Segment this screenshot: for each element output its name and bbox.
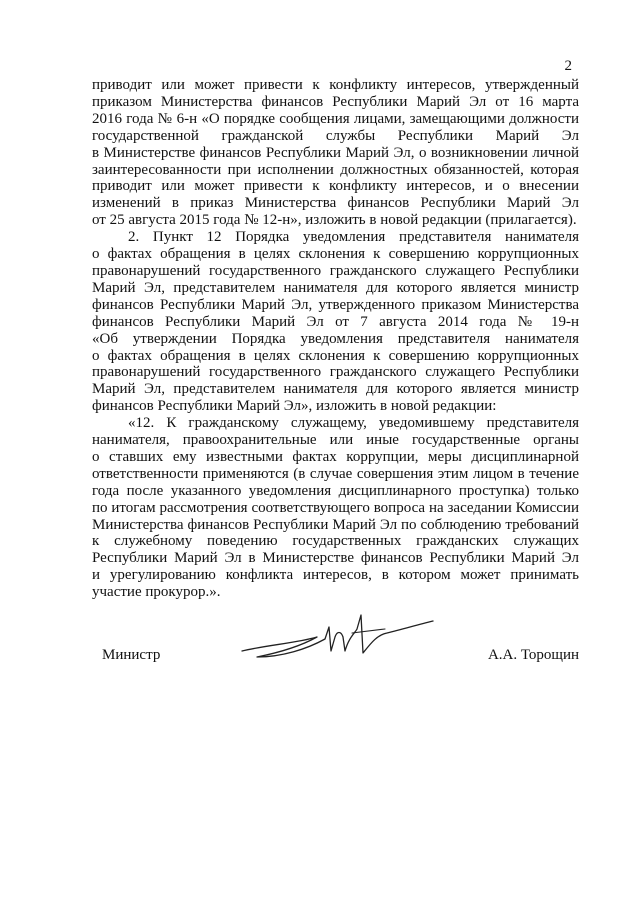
text-line: «Об утверждении Порядка уведомления представителя нанимателя <box>92 330 579 347</box>
paragraph <box>92 229 579 415</box>
text-line: года после указанного уведомления дисциплинарного проступка) только <box>92 482 579 499</box>
text-line: от 25 августа 2015 года № 12-н», изложить в новой редакции (прилагается). <box>92 212 577 229</box>
paragraph <box>92 77 579 229</box>
text-line: Республики Марий Эл в Министерстве финансов Республики Марий Эл <box>92 550 579 567</box>
text-line: Марий Эл, представителем нанимателя для которого является министр <box>92 279 579 296</box>
text-line: в Министерстве финансов Республики Марий Эл, о возникновении личной <box>92 144 579 161</box>
text-line: Марий Эл, представителем нанимателя для которого является министр <box>92 381 579 398</box>
text-line: приказом Министерства финансов Республики Марий Эл от 16 марта <box>92 93 579 110</box>
handwritten-signature <box>237 607 437 669</box>
text-line: финансов Республики Марий Эл», изложить в новой редакции: <box>92 398 497 415</box>
text-line: участие прокурор.». <box>92 584 221 601</box>
text-line: о фактах обращения в целях склонения к совершению коррупционных <box>92 246 579 263</box>
text-line: финансов Республики Марий Эл, утвержденного приказом Министерства <box>92 296 579 313</box>
text-line: по итогам рассмотрения соответствующего вопроса на заседании Комиссии <box>92 499 579 516</box>
text-line: о ставших ему известными фактах коррупции, меры дисциплинарной <box>92 448 579 465</box>
text-line: приводит или может привести к конфликту интересов, утвержденный <box>92 77 579 93</box>
signer-name: А.А. Торощин <box>487 647 579 663</box>
text-line: к служебному поведению государственных гражданских служащих <box>92 533 579 550</box>
text-line: правонарушений государственного гражданского служащего Республики <box>92 364 579 381</box>
text-line: нанимателя, правоохранительные или иные государственные органы <box>92 432 579 449</box>
text-line: 2016 года № 6-н «О порядке сообщения лицами, замещающими должности <box>92 110 579 127</box>
text-line: Министерства финансов Республики Марий Эл по соблюдению требований <box>92 516 579 533</box>
text-line: 2. Пункт 12 Порядка уведомления представителя нанимателя <box>128 229 579 246</box>
text-line: финансов Республики Марий Эл от 7 августа 2014 года № 19-н <box>92 313 579 330</box>
signature-block <box>102 647 579 687</box>
text-line: правонарушений государственного гражданского служащего Республики <box>92 262 579 279</box>
text-line: приводит или может привести к конфликту интересов, и о внесении <box>92 178 579 195</box>
text-line: о фактах обращения в целях склонения к совершению коррупционных <box>92 347 579 364</box>
text-line: «12. К гражданскому служащему, уведомившему представителя <box>128 415 579 432</box>
paragraph <box>92 415 579 601</box>
document-body <box>92 77 579 601</box>
text-line: и урегулированию конфликта интересов, в котором может принимать <box>92 567 579 584</box>
text-line: государственной гражданской службы Республики Марий Эл <box>92 127 579 144</box>
signer-position: Министр <box>102 647 161 663</box>
page-number: 2 <box>564 58 572 74</box>
text-line: ответственности применяются (в случае совершения этим лицом в течение <box>92 465 579 482</box>
text-line: изменений в приказ Министерства финансов Республики Марий Эл <box>92 195 579 212</box>
text-line: заинтересованности при исполнении должностных обязанностей, которая <box>92 161 579 178</box>
